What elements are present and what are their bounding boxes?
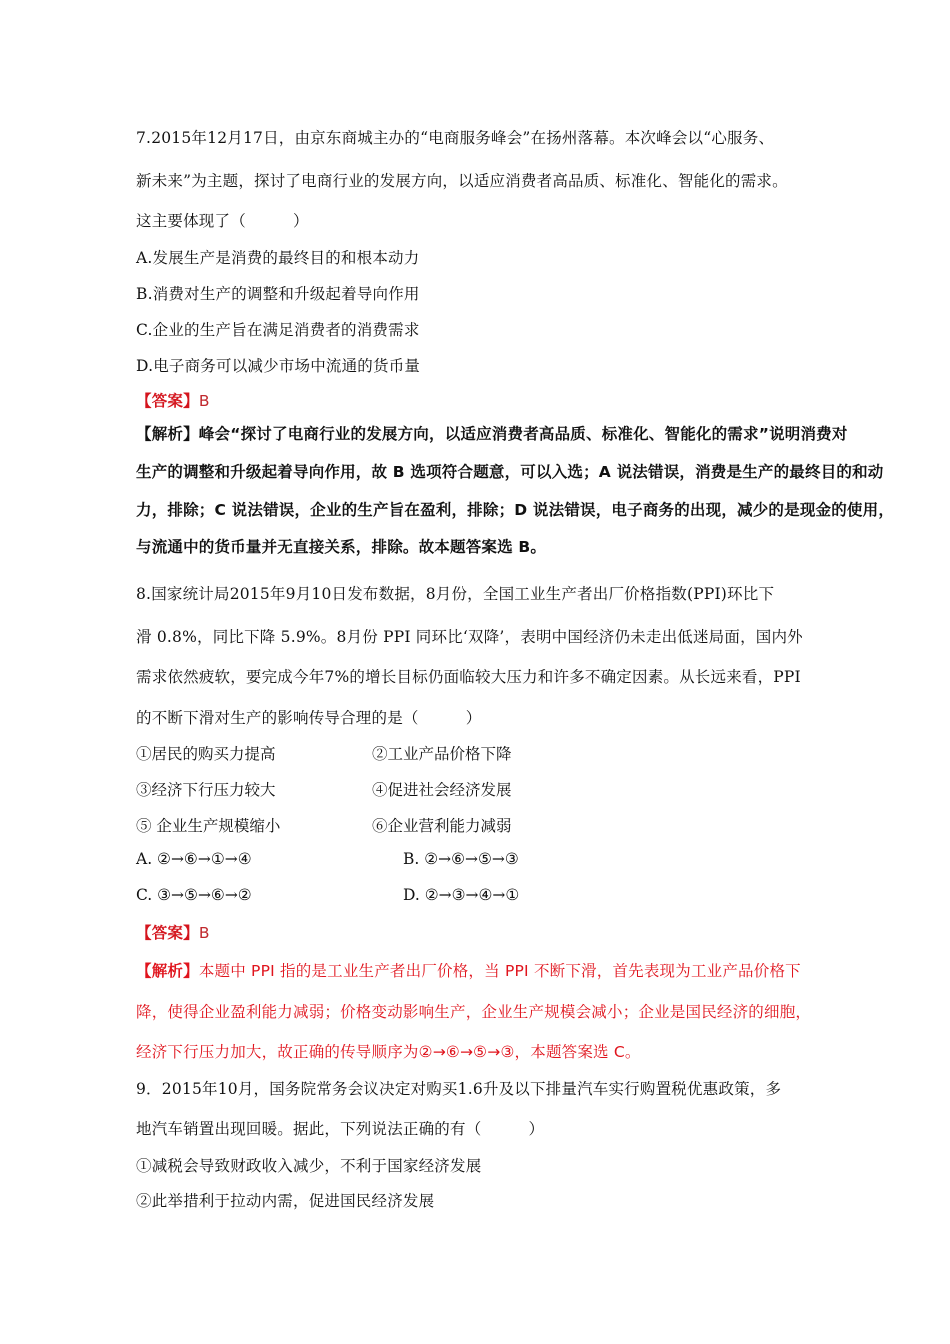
q8-item-1: ①居民的购买力提高 — [136, 745, 276, 763]
q7-option-a: A.发展生产是消费的最终目的和根本动力 — [136, 249, 420, 267]
q8-item-3: ③经济下行压力较大 — [136, 781, 276, 799]
q7-stem-line-1: 7.2015年12月17日，由京东商城主办的“电商服务峰会”在扬州落幕。本次峰会以“心服务、 — [136, 129, 775, 147]
q7-explanation-line-1: 【解析】峰会“探讨了电商行业的发展方向，以适应消费者高品质、标准化、智能化的需求”说明消费对 — [136, 425, 848, 443]
q7-stem-line-2: 新未来”为主题，探讨了电商行业的发展方向，以适应消费者高品质、标准化、智能化的需求。 — [136, 172, 788, 190]
q8-option-d: D. ②→③→④→① — [403, 886, 520, 904]
q8-option-b: B. ②→⑥→⑤→③ — [403, 850, 519, 868]
q8-explanation-line-2: 降，使得企业盈利能力减弱；价格变动影响生产，企业生产规模会减小；企业是国民经济的细胞， — [136, 1003, 812, 1021]
q7-explanation-line-4: 与流通中的货币量并无直接关系，排除。故本题答案选 B。 — [136, 538, 547, 556]
q7-option-c: C.企业的生产旨在满足消费者的消费需求 — [136, 321, 420, 339]
q7-answer — [136, 389, 210, 411]
q8-answer-tag: 【答案】 — [136, 924, 199, 942]
q7-option-d: D.电子商务可以减少市场中流通的货币量 — [136, 357, 421, 375]
q8-stem-line-4: 的不断下滑对生产的影响传导合理的是（ ） — [136, 709, 482, 727]
q8-option-c: C. ③→⑤→⑥→② — [136, 886, 252, 904]
q8-answer-value: B — [198, 924, 210, 942]
q7-answer-value: B — [198, 392, 210, 410]
q7-stem-line-3: 这主要体现了（ ） — [136, 212, 309, 230]
q8-answer — [136, 921, 210, 943]
q7-option-b: B.消费对生产的调整和升级起着导向作用 — [136, 285, 420, 303]
q8-item-4: ④促进社会经济发展 — [372, 781, 512, 799]
q8-item-6: ⑥企业营利能力减弱 — [372, 817, 512, 835]
q8-stem-line-2: 滑 0.8%，同比下降 5.9%。8月份 PPI 同环比‘双降’，表明中国经济仍未走出低迷局面，国内外 — [136, 628, 803, 646]
q9-item-2: ②此举措利于拉动内需，促进国民经济发展 — [136, 1192, 435, 1210]
q8-stem-line-3: 需求依然疲软，要完成今年7%的增长目标仍面临较大压力和许多不确定因素。从长远来看，PPI — [136, 668, 801, 686]
q7-answer-tag: 【答案】 — [136, 392, 199, 410]
q8-stem-line-1: 8.国家统计局2015年9月10日发布数据，8月份，全国工业生产者出厂价格指数(PPI)环比下 — [136, 585, 775, 603]
q7-explanation-line-3: 力，排除；C 说法错误，企业的生产旨在盈利，排除；D 说法错误，电子商务的出现，减少的是现金的使用， — [136, 501, 895, 519]
q8-explanation-line-1 — [136, 959, 801, 981]
q8-explanation-text-1: 本题中 PPI 指的是工业生产者出厂价格，当 PPI 不断下滑，首先表现为工业产品价格下 — [198, 962, 801, 980]
q8-option-a: A. ②→⑥→①→④ — [136, 850, 252, 868]
q9-stem-line-1: 9．2015年10月，国务院常务会议决定对购买1.6升及以下排量汽车实行购置税优惠政策，多 — [136, 1080, 782, 1098]
q9-item-1: ①减税会导致财政收入减少，不利于国家经济发展 — [136, 1157, 482, 1175]
q7-explanation-line-2: 生产的调整和升级起着导向作用，故 B 选项符合题意，可以入选；A 说法错误，消费是生产的最终目的和动 — [136, 463, 884, 481]
q8-explanation-tag: 【解析】 — [136, 962, 199, 980]
q8-item-5: ⑤ 企业生产规模缩小 — [136, 817, 281, 835]
q8-item-2: ②工业产品价格下降 — [372, 745, 512, 763]
q9-stem-line-2: 地汽车销置出现回暖。据此，下列说法正确的有（ ） — [136, 1120, 545, 1138]
q8-explanation-line-3: 经济下行压力加大，故正确的传导顺序为②→⑥→⑤→③，本题答案选 C。 — [136, 1043, 641, 1061]
